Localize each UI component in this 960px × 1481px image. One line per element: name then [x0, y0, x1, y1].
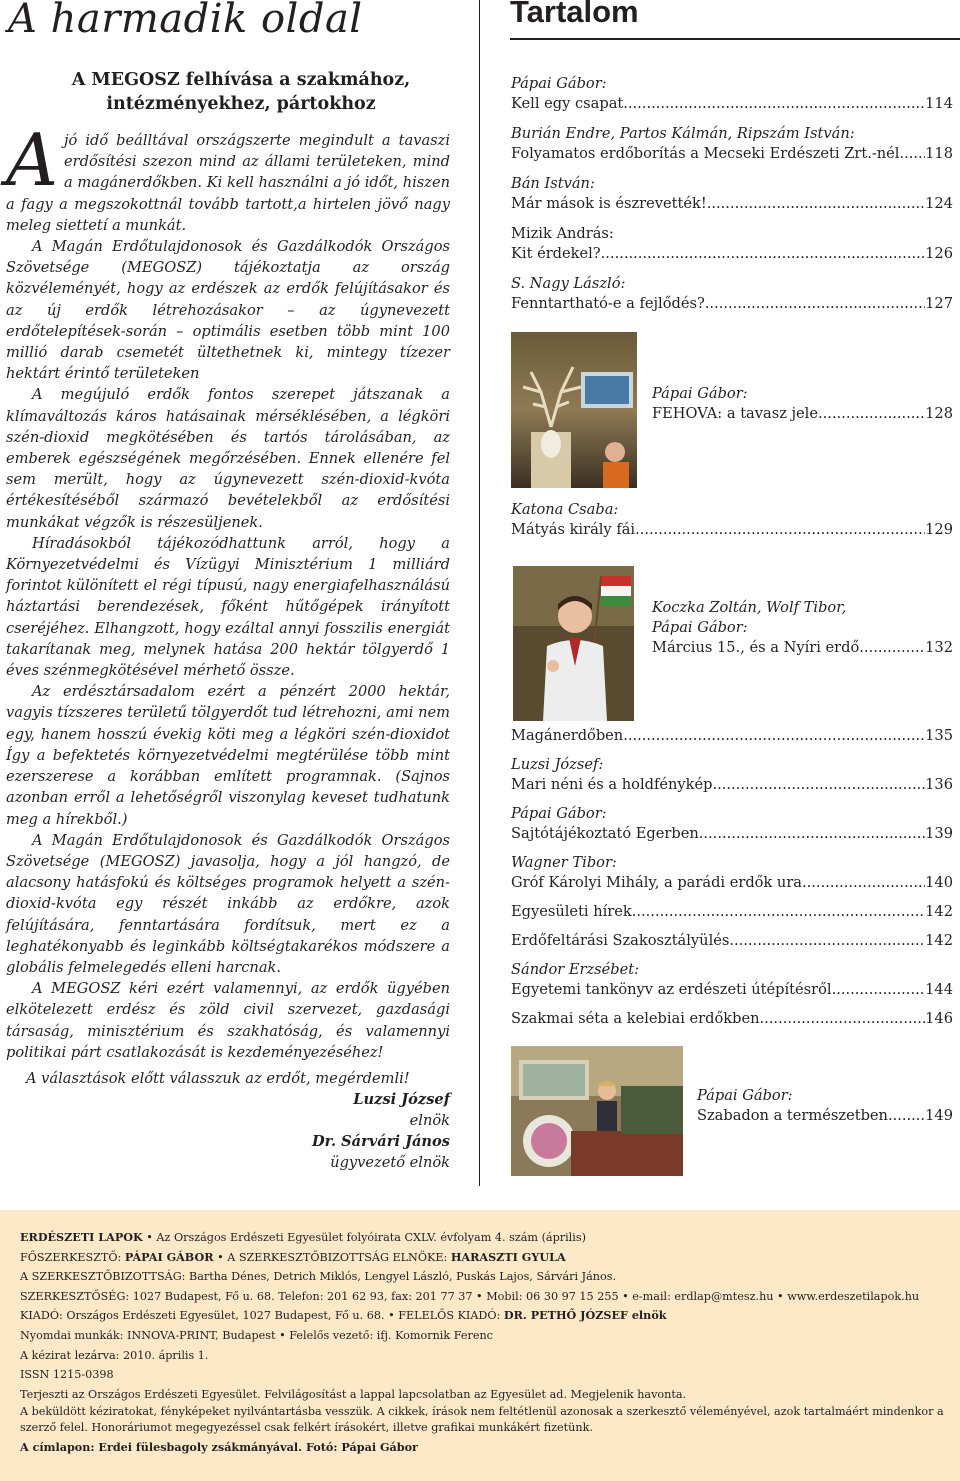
closing-sentence: A választások előtt válasszuk az erdőt, megérdemli!: [26, 1070, 410, 1087]
toc-title-rule: [510, 38, 960, 40]
imprint-line: FŐSZERKESZTŐ: PÁPAI GÁBOR • A SZERKESZTŐBIZOTTSÁG ELNÖKE: HARASZTI GYULA: [20, 1249, 566, 1264]
imprint-line: A kézirat lezárva: 2010. április 1.: [20, 1348, 209, 1362]
article-paragraph-1: A jó idő beálltával országszerte megindult a tavaszi erdősítési szezon mind az állami területeken, mind a magánerdőkben. Ki kell használni a jó időt, hiszen a fagy a megszokottnál tovább tartott,a hirtelen jövő nagy meleg siettetí a munkát.: [6, 118, 450, 234]
dropcap-letter: A: [6, 118, 58, 202]
toc-entry[interactable]: Pápai Gábor: Szabadon a természetben ..... 149: [697, 1086, 953, 1126]
photo-fehova-exhibition: [511, 332, 637, 488]
toc-entry[interactable]: Katona Csaba: Mátyás király fái ..... 129: [511, 500, 953, 540]
article-paragraph-2: A Magán Erdőtulajdonosok és Gazdálkodók Országos Szövetsége (MEGOSZ) tájékoztatja az ország közvéleményét, hogy az erdészek az erdők felújításakor és az új erdők létrehozásakor – az úgynevezett erdőtelepítések-során – optimális esetben több mint 100 millió darab csemetét ültethetnek ki, mintegy tízezer hektárt érintő területeken: [6, 238, 450, 383]
imprint-line: A SZERKESZTŐBIZOTTSÁG: Bartha Dénes, Detrich Miklós, Lengyel László, Puskás Lajos, Sárvári János.: [20, 1270, 617, 1284]
article-headline-1: A MEGOSZ felhívása a szakmához,: [71, 70, 411, 90]
column-divider: [479, 0, 480, 1186]
photo-conference-speaker: [511, 1046, 683, 1176]
imprint-line: KIADÓ: Országos Erdészeti Egyesület, 1027 Budapest, Fő u. 68. • FELELŐS KIADÓ: DR. PETHŐ JÓZSEF elnök: [20, 1308, 667, 1323]
toc-entry[interactable]: Bán István: Már mások is észrevették! ..... 124: [511, 174, 953, 214]
toc-entry[interactable]: Egyesületi hírek ..... 142: [511, 902, 953, 922]
article-headline-2: intézményekhez, pártokhoz: [106, 94, 376, 114]
imprint-line: Terjeszti az Országos Erdészeti Egyesület. Felvilágosítást a lappal lapcsolatban az Egyesület ad. Megjelenik havonta.: [20, 1387, 687, 1401]
toc-block-fehova: [652, 384, 953, 424]
signer-1-role: elnök: [409, 1112, 450, 1129]
toc-entry[interactable]: Mizik András: Kit érdekel?... ..... 126: [511, 224, 953, 264]
toc-entry[interactable]: S. Nagy László: Fenntartható-e a fejlődés? ..... 127: [511, 274, 953, 314]
toc-entry[interactable]: Koczka Zoltán, Wolf Tibor, Pápai Gábor: Március 15., és a Nyíri erdő ..... 132: [652, 598, 953, 658]
toc-entry[interactable]: Sándor Erzsébet: Egyetemi tankönyv az erdészeti útépítésről ..... 144: [511, 960, 953, 1000]
toc-block-last: [697, 1086, 953, 1126]
signer-1-name: Luzsi József: [353, 1091, 450, 1108]
toc-entry[interactable]: Wagner Tibor: Gróf Károlyi Mihály, a parádi erdők ura ..... 140: [511, 853, 953, 893]
imprint-line: Nyomdai munkák: INNOVA-PRINT, Budapest • Felelős vezető: ifj. Komornik Ferenc: [20, 1328, 493, 1342]
imprint-line: ISSN 1215-0398: [20, 1368, 114, 1382]
page-heading: A harmadik oldal: [8, 0, 363, 42]
article-paragraph-4: Híradásokból tájékozódhattunk arról, hogy a Környezetvédelmi és Vízügyi Minisztérium 1 milliárd forintot különített el régi típusú, nagy energiafelhasználású háztartási berendezések, főként hűtőgépek irányított cseréjéhez. Elhangzott, hogy ezáltal annyi fosszilis energiát takarítanak meg, melynek hatása 200 hektár tölgyerdő 1 éves szénmegkötésével mérhető össze.: [6, 534, 450, 680]
imprint-line: A beküldött kéziratokat, fényképeket nyilvántartásba vesszük. A cikkek, írások nem feltétlenül azonosak a szerkesztő véleményével, azok tartalmáért mindenkor a szerző felel. Honoráriumot megegyezéssel csak felkért írásokért, illetve grafikai munkákért fizetünk.: [20, 1405, 944, 1435]
toc-entry[interactable]: Erdőfeltárási Szakosztályülés ..... 142: [511, 931, 953, 951]
toc-entry[interactable]: Pápai Gábor: Kell egy csapat ..... 114: [511, 74, 953, 114]
toc-block-marcius: [652, 598, 953, 658]
toc-block-top: [511, 74, 953, 314]
photo-march-15-boy: [513, 566, 634, 721]
cover-credit: A címlapon: Erdei fülesbagoly zsákmányával. Fotó: Pápai Gábor: [20, 1440, 418, 1455]
toc-entry[interactable]: Szakmai séta a kelebiai erdőkben ..... 146: [511, 1009, 953, 1029]
imprint-line: SZERKESZTŐSÉG: 1027 Budapest, Fő u. 68. Telefon: 201 62 93, fax: 201 77 37 • Mobil: 06 30 97 15 255 • e-mail: erdlap@mtesz.hu • www.erdeszetilapok.hu: [20, 1289, 920, 1303]
toc-entry[interactable]: Burián Endre, Partos Kálmán, Ripszám István: Folyamatos erdőborítás a Mecseki Erdészeti Zrt.-nél ..... 118: [511, 124, 953, 164]
article-paragraph-3: A megújuló erdők fontos szerepet játszanak a klímaváltozás káros hatásainak mérséklésében, a légköri szén-dioxid megkötésében és tartós tárolásában, az emberek egészségének megőrzésében. Ennek ellenére fel sem merült, hogy az úgynevezett szén-dioxid-kvóta értékesítéséből származó bevételekből az erdősítési munkákat végzők is részesüljenek.: [6, 386, 450, 531]
toc-entry[interactable]: Pápai Gábor: FEHOVA: a tavasz jele ..... 128: [652, 384, 953, 424]
toc-entry[interactable]: Magánerdőben ..... 135: [511, 726, 953, 746]
signature-1: [26, 1089, 450, 1173]
article-paragraph-5: Az erdésztársadalom ezért a pénzért 2000 hektár, vagyis tízszeres területű tölgyerdőt tud létrehozni, ami nem egy, hanem hosszú évekig köti meg a légköri szén-dioxidot Így a befektetés környezetvédelmi megtérülése több mint ezerszerese a korábban említett programnak. (Sajnos azonban erről a lehetőségről viszonylag keveset tudhatunk meg a hírekből.): [6, 683, 450, 828]
article-paragraph-6: A Magán Erdőtulajdonosok és Gazdálkodók Országos Szövetsége (MEGOSZ) javasolja, hogy a jól hangzó, de alacsony hatásfokú és költséges programok helyett a szén-dioxid-kvóta egy részét inkább az erdőkre, azok felújítására, fenntartására fordítsuk, mert ez a leghatékonyabb és leginkább költségtakarékos módszere a globális felmelegedés elleni harcnak.: [6, 831, 450, 976]
article-paragraph-7: A MEGOSZ kéri ezért valamennyi, az erdők ügyében elkötelezett erdész és zöld civil szervezet, gazdasági társaság, minisztérium és szakhatóság, és valamennyi politikai párt csatlakozását is kezdeményezéséhez!: [6, 980, 450, 1061]
closing-block: [26, 1068, 450, 1173]
toc-title: Tartalom: [510, 0, 639, 29]
signer-2-name: Dr. Sárvári János: [311, 1133, 450, 1150]
article: [6, 68, 450, 1063]
toc-entry[interactable]: Pápai Gábor: Sajtótájékoztató Egerben ..... 139: [511, 804, 953, 844]
toc-block-katona: [511, 500, 953, 540]
signer-2-role: ügyvezető elnök: [330, 1154, 450, 1171]
imprint-footer: [0, 1210, 960, 1481]
imprint-line: ERDÉSZETI LAPOK • Az Országos Erdészeti Egyesület folyóirata CXLV. évfolyam 4. szám (április): [20, 1230, 586, 1244]
toc-block-bottom: [511, 726, 953, 1029]
toc-entry[interactable]: Luzsi József: Mari néni és a holdfénykép ..... 136: [511, 755, 953, 795]
